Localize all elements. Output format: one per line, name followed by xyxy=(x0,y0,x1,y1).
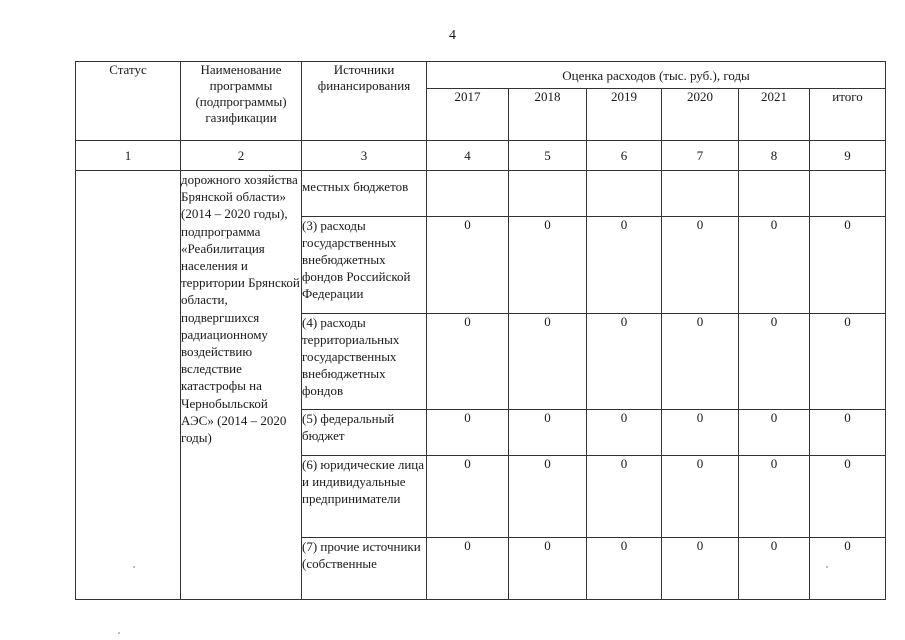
funding-source: (3) расходы государственных внебюджетных фондов Российской Федерации xyxy=(302,217,427,314)
expense-value: 0 xyxy=(587,410,662,456)
column-number: 6 xyxy=(587,141,662,171)
expense-value: 0 xyxy=(427,410,509,456)
header-year: 2019 xyxy=(587,89,662,141)
expense-value: 0 xyxy=(810,410,886,456)
expense-value: 0 xyxy=(509,410,587,456)
expense-value: 0 xyxy=(739,410,810,456)
funding-source: местных бюджетов xyxy=(302,171,427,217)
scan-speck xyxy=(118,632,120,634)
expense-value: 0 xyxy=(509,217,587,314)
expense-value: 0 xyxy=(739,314,810,410)
program-name-cell: дорожного хозяйства Брянской области» (2014 – 2020 годы), подпрограмма «Реабилитация населения и территории Брянской области, подвергшихся радиационному воздействию вследствие катастрофы на Чернобыльской АЭС» (2014 – 2020 годы) xyxy=(181,171,302,600)
expense-value xyxy=(739,171,810,217)
header-program-name: Наименование программы (подпрограммы) газификации xyxy=(181,62,302,141)
column-number: 7 xyxy=(662,141,739,171)
expense-value: 0 xyxy=(662,217,739,314)
column-number: 5 xyxy=(509,141,587,171)
expense-value: 0 xyxy=(509,538,587,600)
expense-value xyxy=(810,171,886,217)
header-year: 2020 xyxy=(662,89,739,141)
expense-value: 0 xyxy=(662,456,739,538)
column-number: 9 xyxy=(810,141,886,171)
header-status: Статус xyxy=(76,62,181,141)
expense-value: 0 xyxy=(509,456,587,538)
expense-value xyxy=(509,171,587,217)
expense-value: 0 xyxy=(427,538,509,600)
column-number-row xyxy=(76,141,886,171)
expense-value: 0 xyxy=(587,314,662,410)
header-year: 2021 xyxy=(739,89,810,141)
expense-value: 0 xyxy=(810,456,886,538)
table-row xyxy=(76,171,886,217)
header-expenses: Оценка расходов (тыс. руб.), годы xyxy=(427,62,886,89)
page-number: 4 xyxy=(449,28,456,43)
expense-value xyxy=(662,171,739,217)
funding-source: (5) федеральный бюджет xyxy=(302,410,427,456)
funding-source: (4) расходы территориальных государственных внебюджетных фондов xyxy=(302,314,427,410)
header-sources: Источники финансирования xyxy=(302,62,427,141)
expense-value: 0 xyxy=(810,314,886,410)
expense-value: 0 xyxy=(509,314,587,410)
expense-value: 0 xyxy=(810,538,886,600)
expense-value: 0 xyxy=(587,538,662,600)
expense-value xyxy=(587,171,662,217)
expense-value: 0 xyxy=(427,314,509,410)
status-cell xyxy=(76,171,181,600)
expense-value: 0 xyxy=(739,456,810,538)
scan-speck xyxy=(826,566,828,568)
header-year: 2018 xyxy=(509,89,587,141)
budget-table xyxy=(75,61,886,600)
column-number: 1 xyxy=(76,141,181,171)
expense-value: 0 xyxy=(587,217,662,314)
expense-value: 0 xyxy=(662,314,739,410)
expense-value: 0 xyxy=(427,456,509,538)
funding-source: (6) юридические лица и индивидуальные предприниматели xyxy=(302,456,427,538)
expense-value: 0 xyxy=(587,456,662,538)
scan-speck xyxy=(133,566,135,568)
expense-value: 0 xyxy=(739,217,810,314)
column-number: 8 xyxy=(739,141,810,171)
column-number: 2 xyxy=(181,141,302,171)
column-number: 4 xyxy=(427,141,509,171)
expense-value xyxy=(427,171,509,217)
expense-value: 0 xyxy=(427,217,509,314)
expense-value: 0 xyxy=(662,410,739,456)
header-year: 2017 xyxy=(427,89,509,141)
header-total: итого xyxy=(810,89,886,141)
expense-value: 0 xyxy=(662,538,739,600)
funding-source: (7) прочие источники (собственные xyxy=(302,538,427,600)
expense-value: 0 xyxy=(739,538,810,600)
expense-value: 0 xyxy=(810,217,886,314)
column-number: 3 xyxy=(302,141,427,171)
